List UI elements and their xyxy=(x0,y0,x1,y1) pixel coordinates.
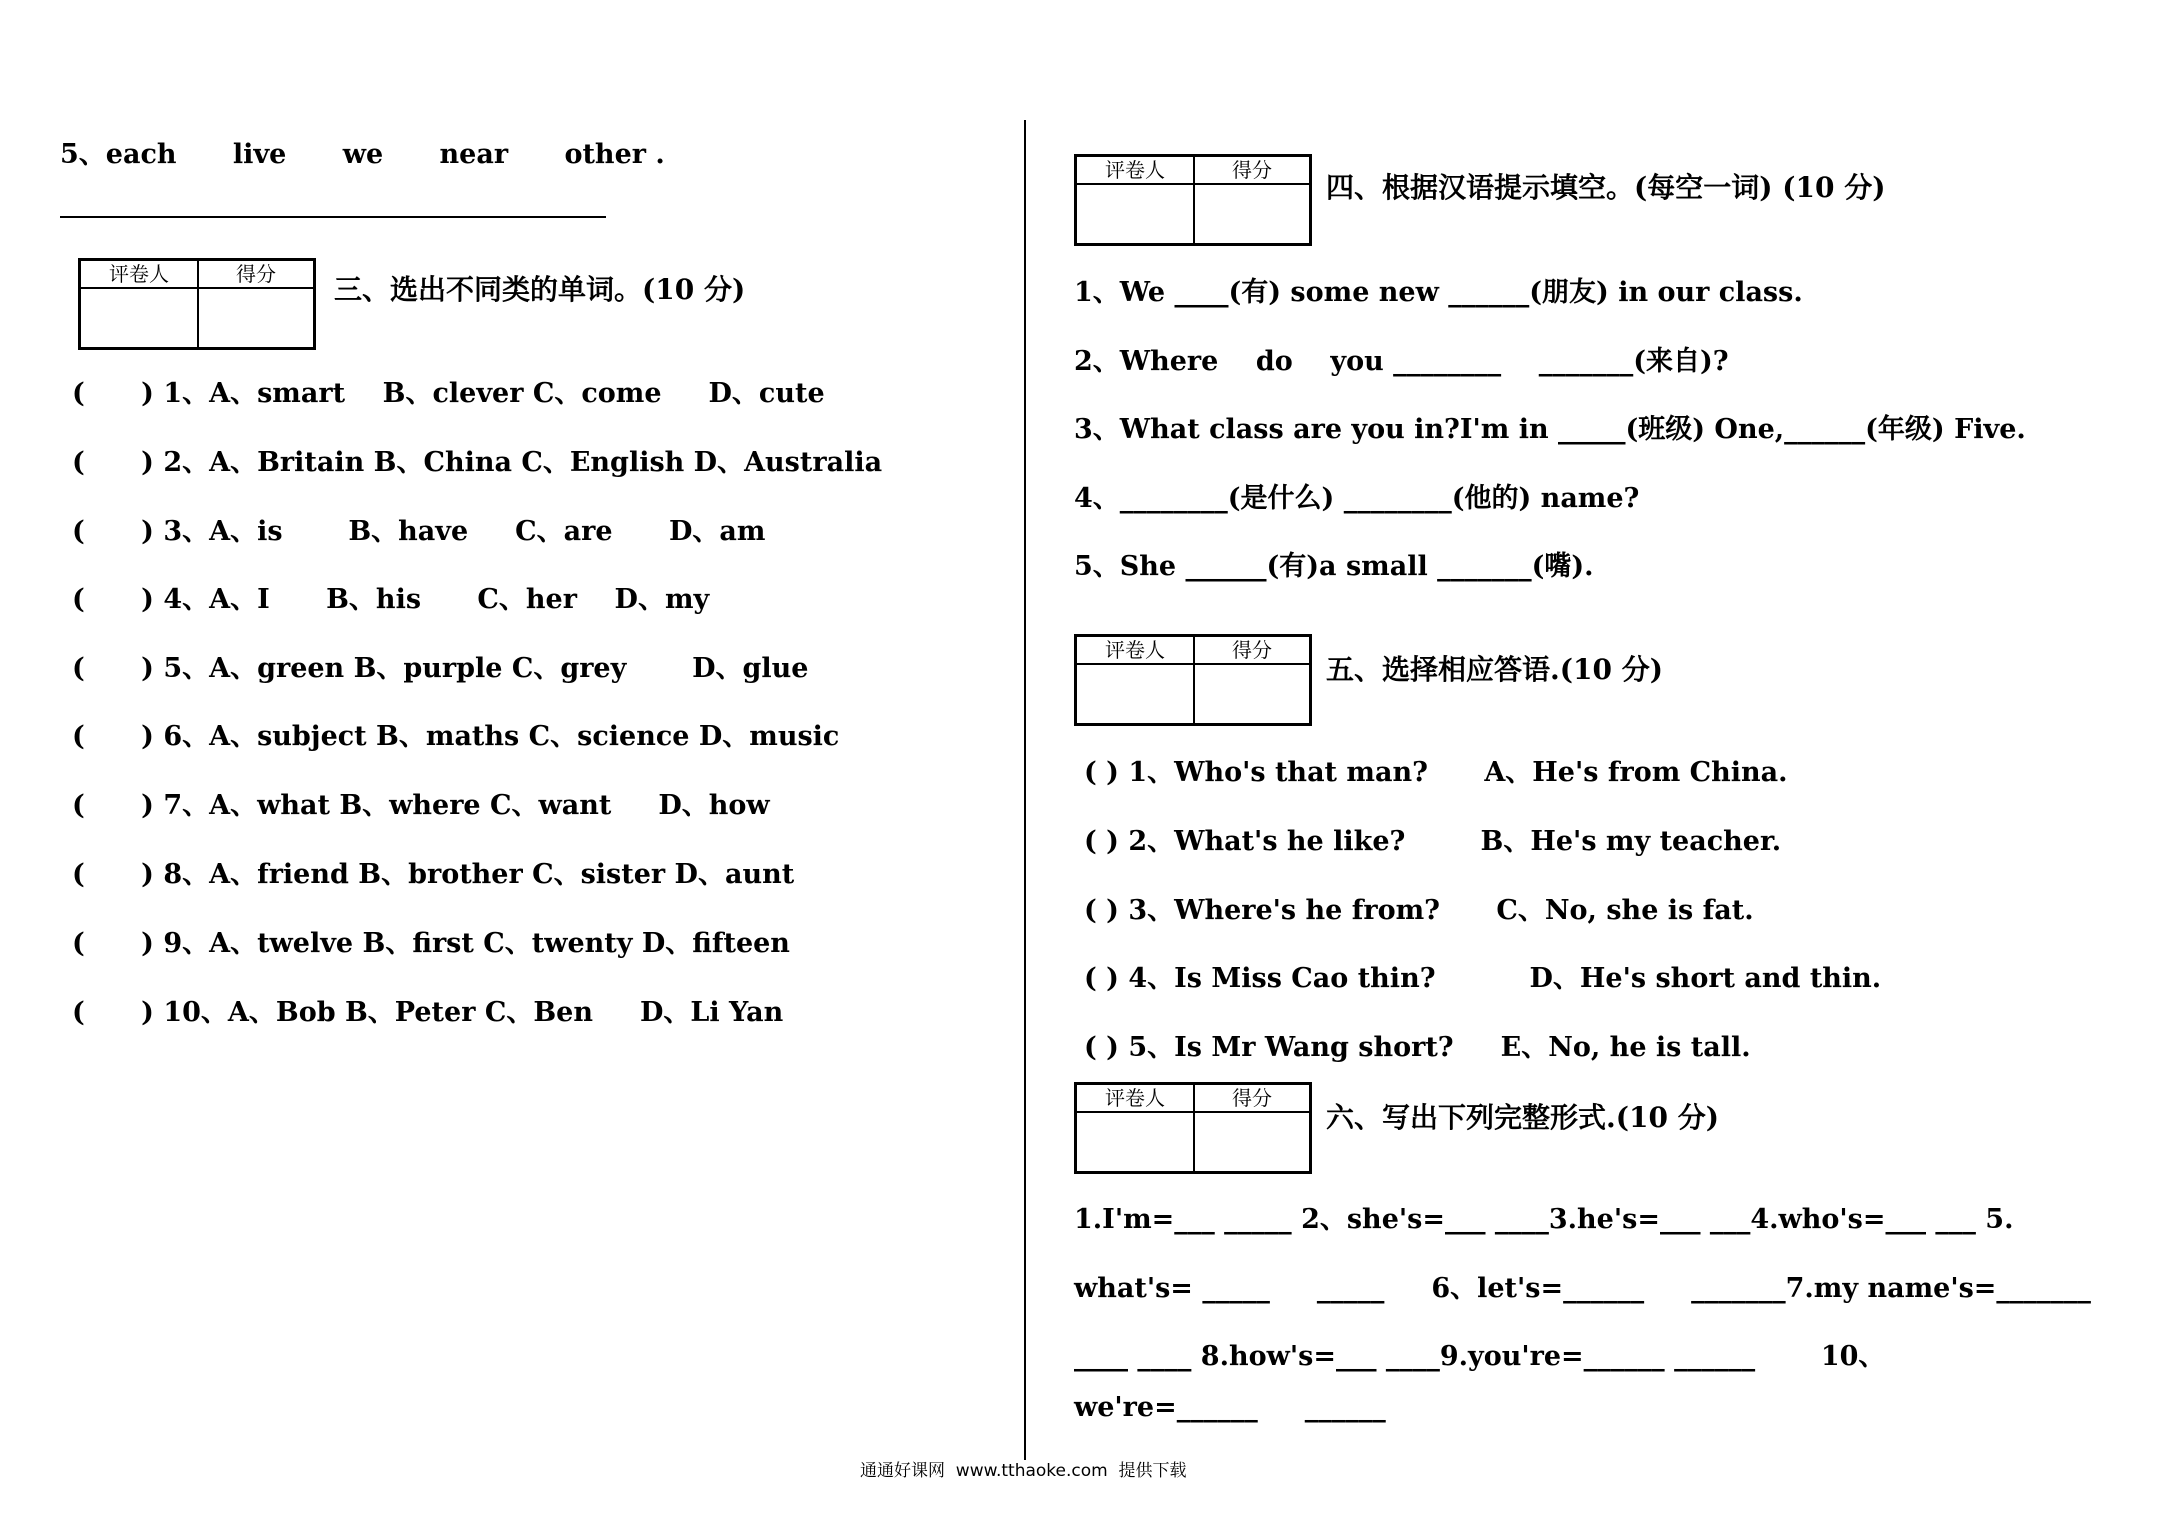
score-label: 得分 xyxy=(236,262,276,286)
score-label: 得分 xyxy=(1232,1086,1272,1110)
section-6-line: 1.I'm=___ _____ 2、she's=___ ____3.he's=___ ___4.who's=___ ___ 5. xyxy=(1074,1204,2014,1235)
section-3-item: ( ) 10、A、Bob B、Peter C、Ben D、Li Yan xyxy=(72,997,784,1028)
score-box-section-6 xyxy=(1074,1082,1312,1174)
score-box-section-4 xyxy=(1074,154,1312,246)
grader-field[interactable] xyxy=(1077,185,1195,243)
grader-field[interactable] xyxy=(1077,1113,1195,1171)
section-6-title: 六、写出下列完整形式.(10 分) xyxy=(1326,1101,1719,1134)
section-3-item: ( ) 2、A、Britain B、China C、English D、Australia xyxy=(72,447,883,478)
section-4-item: 4、________(是什么) ________(他的) name? xyxy=(1074,483,1640,514)
reorder-question-5: 5、each live we near other . xyxy=(60,139,665,170)
section-4-item: 5、She ______(有)a small _______(嘴). xyxy=(1074,551,1594,582)
grader-label: 评卷人 xyxy=(1105,158,1165,182)
grader-field[interactable] xyxy=(1077,665,1195,723)
section-6-line: we're=______ ______ xyxy=(1074,1392,1386,1423)
section-5-item: ( ) 3、Where's he from? C、No, she is fat. xyxy=(1084,895,1754,926)
score-box-section-3 xyxy=(78,258,316,350)
section-3-item: ( ) 7、A、what B、where C、want D、how xyxy=(72,790,770,821)
score-label: 得分 xyxy=(1232,638,1272,662)
score-field[interactable] xyxy=(1195,1113,1309,1171)
section-3-item: ( ) 8、A、friend B、brother C、sister D、aunt xyxy=(72,859,795,890)
answer-line xyxy=(60,216,606,218)
section-4-title: 四、根据汉语提示填空。(每空一词) (10 分) xyxy=(1326,171,1886,204)
section-5-item: ( ) 1、Who's that man? A、He's from China. xyxy=(1084,757,1788,788)
score-label: 得分 xyxy=(1232,158,1272,182)
section-6-line: what's= _____ _____ 6、let's=______ _______7.my name's=_______ xyxy=(1074,1273,2091,1304)
score-field[interactable] xyxy=(1195,185,1309,243)
section-3-item: ( ) 1、A、smart B、clever C、come D、cute xyxy=(72,378,825,409)
footer-credit: 通通好课网 www.tthaoke.com 提供下载 xyxy=(860,1461,1187,1481)
section-3-item: ( ) 6、A、subject B、maths C、science D、music xyxy=(72,721,840,752)
section-5-item: ( ) 5、Is Mr Wang short? E、No, he is tall. xyxy=(1084,1032,1751,1063)
grader-label: 评卷人 xyxy=(109,262,169,286)
section-4-item: 2、Where do you ________ _______(来自)? xyxy=(1074,346,1729,377)
section-3-item: ( ) 4、A、I B、his C、her D、my xyxy=(72,584,710,615)
section-4-item: 3、What class are you in?I'm in _____(班级) One,______(年级) Five. xyxy=(1074,414,2026,445)
grader-label: 评卷人 xyxy=(1105,1086,1165,1110)
section-5-item: ( ) 2、What's he like? B、He's my teacher. xyxy=(1084,826,1782,857)
score-field[interactable] xyxy=(1195,665,1309,723)
score-field[interactable] xyxy=(199,289,313,347)
section-3-item: ( ) 9、A、twelve B、first C、twenty D、fifteen xyxy=(72,928,790,959)
section-5-title: 五、选择相应答语.(10 分) xyxy=(1326,653,1663,686)
section-4-item: 1、We ____(有) some new ______(朋友) in our class. xyxy=(1074,277,1803,308)
grader-field[interactable] xyxy=(81,289,199,347)
section-3-item: ( ) 5、A、green B、purple C、grey D、glue xyxy=(72,653,809,684)
score-box-section-5 xyxy=(1074,634,1312,726)
column-divider xyxy=(1024,120,1026,1460)
section-5-item: ( ) 4、Is Miss Cao thin? D、He's short and thin. xyxy=(1084,963,1882,994)
section-3-item: ( ) 3、A、is B、have C、are D、am xyxy=(72,516,766,547)
section-3-title: 三、选出不同类的单词。(10 分) xyxy=(334,273,746,306)
section-6-line: ____ ____ 8.how's=___ ____9.you're=______ ______ 10、 xyxy=(1074,1341,1886,1372)
grader-label: 评卷人 xyxy=(1105,638,1165,662)
